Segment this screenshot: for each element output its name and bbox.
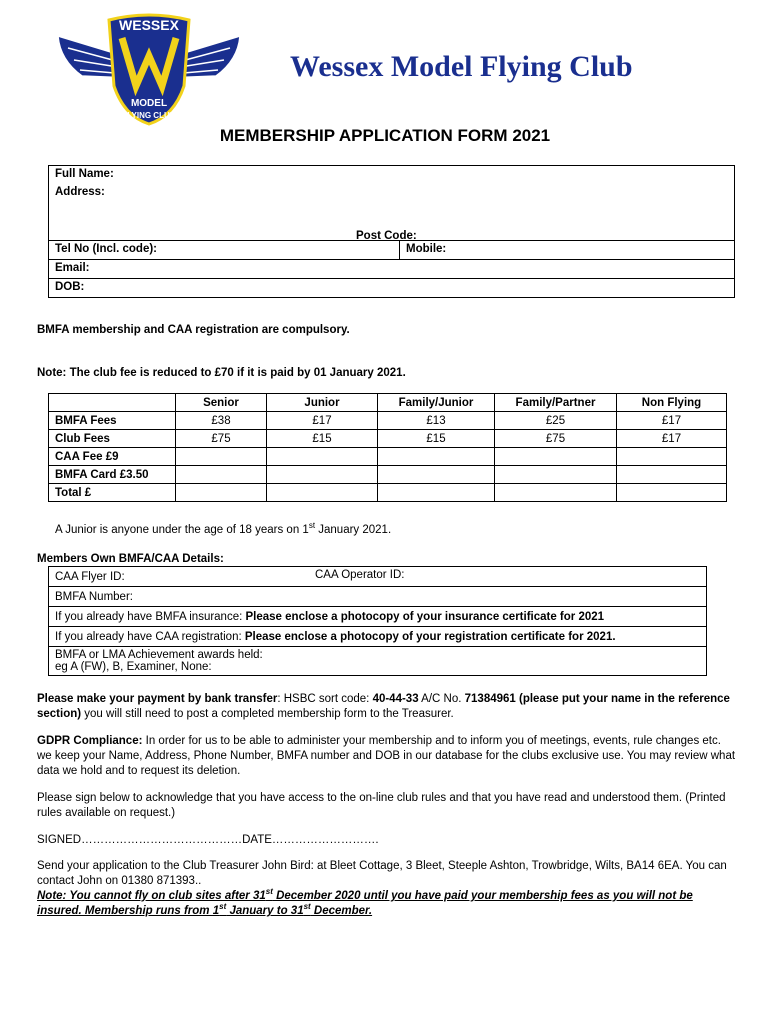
bmfa-number-field[interactable]: BMFA Number: [49,587,707,607]
warn-sup2: st [219,902,227,912]
row-label: Total £ [49,484,176,502]
entry-cell[interactable] [495,448,617,466]
warn-sup1: st [265,887,273,897]
warn-sup3: st [303,902,311,912]
address-label: Address: [55,186,105,198]
send-text: Send your application to the Club Treasurer John Bird: at Bleet Cottage, 3 Bleet, Steeple Ashton, Trowbridge, Wilts, BA14 6EA. You can contact John on 01380 871393.. [37,860,727,887]
compulsory-note: BMFA membership and CAA registration are compulsory. [37,324,350,336]
insurance-warning [37,887,693,917]
email-field[interactable]: Email: [49,260,735,279]
entry-cell[interactable] [378,466,495,484]
rules-paragraph: Please sign below to acknowledge that you have access to the on-line club rules and that you have read and understood them. (Printed rules available on request.) [37,792,726,819]
awards-line2: eg A (FW), B, Examiner, None: [55,661,212,673]
payment-t1: : HSBC sort code: [277,693,373,705]
send-paragraph [37,859,737,919]
table-row [49,466,727,484]
payment-b1: Please make your payment by bank transfer [37,693,278,705]
fees-header-cell [49,394,176,412]
entry-cell[interactable] [617,466,727,484]
logo-bottom-text: MODEL [130,98,168,109]
table-row [49,448,727,466]
fee-cell: £17 [617,430,727,448]
logo-top-text: WESSEX [119,17,179,33]
fee-cell: £15 [267,430,378,448]
junior-note-pre: A Junior is anyone under the age of 18 years on 1 [55,524,309,536]
entry-cell[interactable] [617,484,727,502]
flyer-id-label: CAA Flyer ID: [55,570,125,583]
logo-arc-text: FLYING CLUB [122,111,176,120]
sort-code: 40-44-33 [372,693,419,705]
fees-table [48,393,727,502]
row-label: BMFA Card £3.50 [49,466,176,484]
entry-cell[interactable] [617,448,727,466]
entry-cell[interactable] [267,466,378,484]
insurance-row [49,607,707,627]
warn-b: December 2020 until you have paid your membership fees as you will not be insured. Membership runs from 1 [37,890,693,917]
fee-cell: £13 [378,412,495,430]
caa-pre: If you already have CAA registration: [55,630,245,643]
warn-a: Note: You cannot fly on club sites after 31 [37,890,266,902]
payment-t3: you will still need to post a completed membership form to the Treasurer. [81,708,454,720]
entry-cell[interactable] [495,466,617,484]
gdpr-paragraph [37,734,737,779]
form-title: MEMBERSHIP APPLICATION FORM 2021 [219,126,551,145]
caa-id-field[interactable] [49,567,707,587]
full-name-field[interactable]: Full Name: [49,166,735,185]
warn-c: January to 31 [226,905,304,917]
tel-field[interactable]: Tel No (Incl. code): [49,241,400,260]
operator-id-label: CAA Operator ID: [315,569,405,581]
payment-b2: (please put your name in the reference section) [37,693,730,720]
fee-cell: £75 [495,430,617,448]
table-row [49,430,727,448]
fees-header-cell: Family/Junior [378,394,495,412]
insurance-bold: Please enclose a photocopy of your insurance certificate for 2021 [245,610,605,623]
gdpr-label: GDPR Compliance: [37,735,143,747]
entry-cell[interactable] [176,466,267,484]
row-label: Club Fees [49,430,176,448]
fees-header-row [49,394,727,412]
fees-header-cell: Senior [176,394,267,412]
junior-note-post: January 2021. [315,524,392,536]
row-label: BMFA Fees [49,412,176,430]
payment-paragraph [37,692,737,722]
entry-cell[interactable] [378,484,495,502]
personal-details-box [48,165,735,298]
fees-header-cell: Family/Partner [495,394,617,412]
warn-d: December. [310,905,373,917]
awards-line1: BMFA or LMA Achievement awards held: [55,649,263,661]
fee-cell: £25 [495,412,617,430]
fee-cell: £75 [176,430,267,448]
entry-cell[interactable] [378,448,495,466]
junior-note [55,521,392,536]
junior-note-sup: st [308,521,316,531]
entry-cell[interactable] [267,448,378,466]
members-heading: Members Own BMFA/CAA Details: [37,553,224,565]
insurance-pre: If you already have BMFA insurance: [55,610,246,623]
club-logo [54,8,244,128]
account-number: 71384961 [464,693,516,705]
mobile-field[interactable]: Mobile: [400,241,735,260]
entry-cell[interactable] [176,484,267,502]
dob-field[interactable]: DOB: [49,279,735,298]
row-label: CAA Fee £9 [49,448,176,466]
caa-registration-row [49,627,707,647]
table-row [49,484,727,502]
signature-line[interactable]: SIGNED……………………………………DATE………………………. [37,834,379,846]
club-name: Wessex Model Flying Club [290,50,633,83]
payment-t2: A/C No. [418,693,465,705]
fee-cell: £38 [176,412,267,430]
table-row [49,412,727,430]
members-details-box [48,566,707,676]
fee-cell: £15 [378,430,495,448]
entry-cell[interactable] [495,484,617,502]
fee-cell: £17 [617,412,727,430]
fee-cell: £17 [267,412,378,430]
gdpr-text: In order for us to be able to administer your membership and to inform you of meetings, events, rule changes etc. we keep your Name, Address, Phone Number, BMFA number and DOB in our database for the clubs exclusive use. You may review what data we hold and to request its deletion. [37,735,736,777]
fees-header-cell: Non Flying [617,394,727,412]
fees-header-cell: Junior [267,394,378,412]
entry-cell[interactable] [267,484,378,502]
reduced-fee-note: Note: The club fee is reduced to £70 if it is paid by 01 January 2021. [37,367,406,379]
post-code-label: Post Code: [356,230,417,242]
address-field[interactable] [49,184,735,241]
entry-cell[interactable] [176,448,267,466]
awards-field[interactable] [49,647,707,676]
caa-bold: Please enclose a photocopy of your registration certificate for 2021. [244,630,616,643]
